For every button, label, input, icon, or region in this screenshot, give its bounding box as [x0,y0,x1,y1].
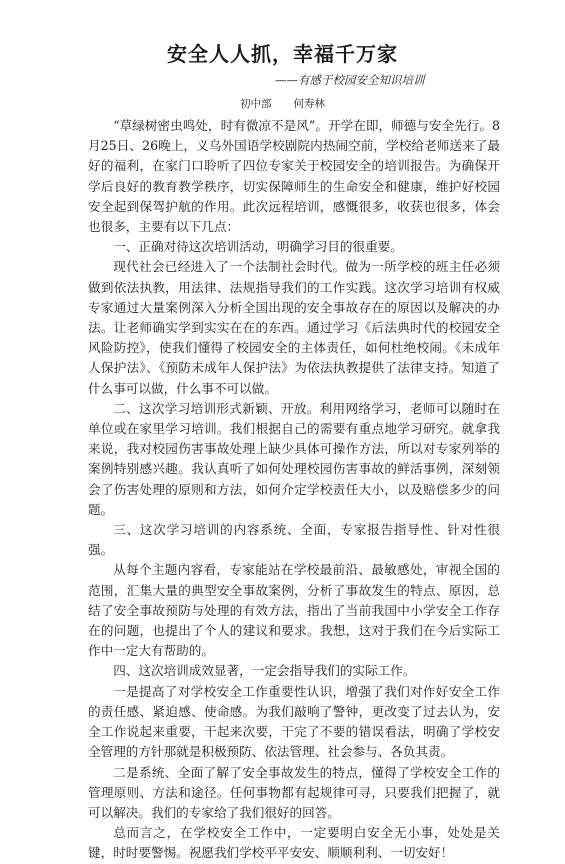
section-heading-3: 三、这次学习培训的内容系统、全面，专家报告指导性、针对性很强。 [88,522,500,558]
section-heading-2: 二、这次学习培训形式新颖、开放。利用网络学习，老师可以随时在单位或在家里学习培训。我们根据自己的需要有重点地学习研究。就拿我来说，我对校园伤害事故处理上缺少具体可操作方法，所以对专家列举的案例特别感兴趣。我认真听了如何处理校园伤害事故的鲜活事例，深刻领会了伤害处理的原则和方法，如何介定学校责任大小，以及赔偿多少的问题。 [88,400,500,517]
section-heading-4: 四、这次培训成效显著，一定会指导我们的实际工作。 [113,663,416,679]
document-title: 安全人人抓，幸福千万家 [167,42,398,66]
department-label: 初中部 [240,98,272,110]
document-subtitle: ——有感于校园安全知识培训 [275,73,425,87]
author-name: 何寿林 [293,98,325,110]
paragraph-section-3: 从每个主题内容看，专家能站在学校最前沿、最敏感处，审视全国的范围，汇集大量的典型安全事故案例，分析了事故发生的特点、原因，总结了安全事故预防与处理的有效方法，指出了当前我国中小学安全工作存在的问题，也提出了个人的建议和要求。我想，这对于我们在今后实际工作中一定大有帮助的。 [88,562,500,659]
paragraph-intro: “草绿树密虫鸣处，时有微凉不是风”。开学在即，师德与安全先行。8月25日、26晚上，义乌外国语学校剧院内热闹空前，学校给老师送来了最好的福利，在家门口聆听了四位专家关于校园安全的培训报告。为确保开学后良好的教育教学秩序，切实保障师生的生命安全和健康，维护好校园安全起到保驾护航的作用。此次远程培训，感慨很多，收获也很多，体会也很多，主要有以下几点： [88,118,500,235]
author-byline [0,96,565,111]
paragraph-section-1: 现代社会已经进入了一个法制社会时代。做为一所学校的班主任必须做到依法执教，用法律、法规指导我们的工作实践。这次学习培训有权威专家通过大量案例深入分析全国出现的安全事故存在的原因以及解决的办法。让老师确实学到实实在在的东西。通过学习《后法典时代的校园安全风险防控》，使我们懂得了校园安全的主体责任，如何杜绝校闹。《未成年人保护法》、《预防未成年人保护法》为依法执教提供了法律支持。知道了什么事可以做，什么事不可以做。 [88,259,500,396]
paragraph-conclusion: 总而言之，在学校安全工作中，一定要明白安全无小事，处处是关键，时时要警惕。祝愿我们学校平平安安、顺顺利利、一切安好！ [88,825,500,861]
section-heading-1: 一、正确对待这次培训活动，明确学习目的很重要。 [113,239,403,255]
document-body [88,116,500,864]
paragraph-point-1: 一是提高了对学校安全工作重要性认识，增强了我们对作好安全工作的责任感、紧迫感、使命感。为我们敲响了警钟，更改变了过去认为，安全工作说起来重要，干起来次要，干完了不要的错误看法，明确了学校安全管理的方针那就是积极预防、依法管理、社会参与、各负其责。 [88,683,500,760]
paragraph-point-2: 二是系统、全面了解了安全事故发生的特点，懂得了学校安全工作的管理原则、方法和途径。任何事物都有起规律可寻，只要我们把握了，就可以解决。我们的专家给了我们很好的回答。 [88,764,500,820]
